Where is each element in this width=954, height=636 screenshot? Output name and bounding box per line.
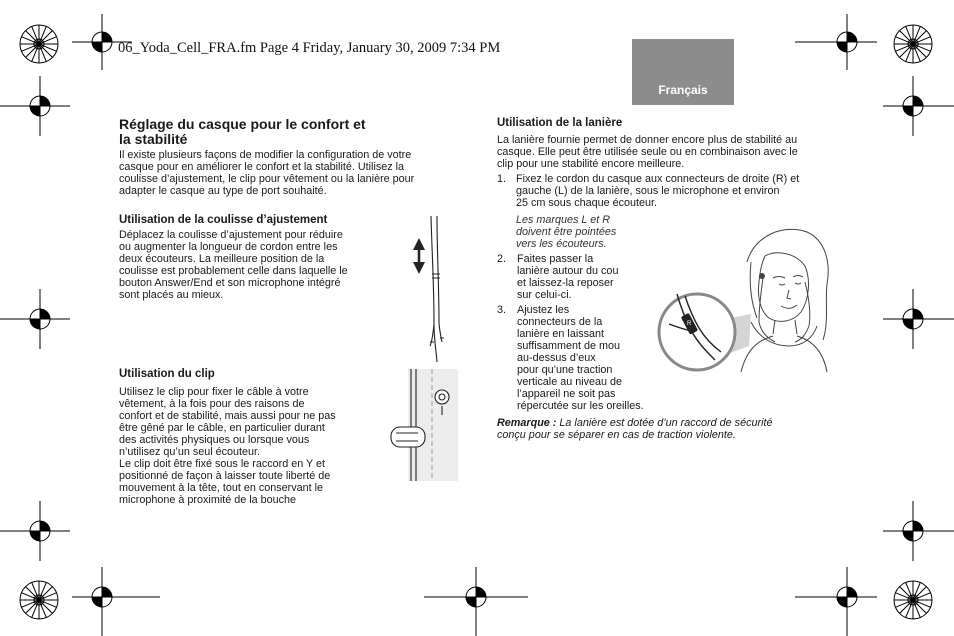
marker-r-label: R bbox=[687, 321, 692, 327]
remark-text-2: conçu pour se séparer en cas de traction violente. bbox=[497, 429, 736, 441]
clip-illustration bbox=[388, 369, 458, 481]
section-title: Réglage du casque pour le confort et la stabilité bbox=[119, 116, 366, 147]
lanyard-heading: Utilisation de la lanière bbox=[497, 117, 623, 129]
sunburst-mark-br bbox=[894, 581, 932, 619]
lanyard-intro: La lanière fournie permet de donner encore plus de stabilité au casque. Elle peut être utilisée seule ou en combinaison avec le clip pour une stabilité encore meilleure. bbox=[497, 134, 798, 170]
crosshair-bottom-left bbox=[72, 567, 160, 636]
safety-remark bbox=[497, 417, 772, 441]
file-header-line: 06_Yoda_Cell_FRA.fm Page 4 Friday, January 30, 2009 7:34 PM bbox=[118, 40, 501, 56]
crosshair-top-right bbox=[795, 14, 877, 70]
intro-paragraph: Il existe plusieurs façons de modifier la configuration de votre casque pour en améliorer le confort et la stabilité. Utilisez la coulisse d’ajustement, le clip pour vêtement ou la lanière pour adapter le casque au type de port souhaité. bbox=[119, 149, 415, 197]
remark-label: Remarque : bbox=[497, 417, 557, 429]
step-2: 2. Faites passer la lanière autour du cou et laissez-la reposer sur celui-ci. bbox=[497, 253, 619, 301]
slider-paragraph: Déplacez la coulisse d’ajustement pour réduire ou augmenter la longueur de cordon entre les deux écouteurs. La meilleure position de la coulisse est probablement celle dans laquelle le bouton Answer/End et son microphone intégré sont placés au mieux. bbox=[119, 229, 348, 301]
slider-illustration bbox=[404, 214, 454, 364]
sunburst-mark-bl bbox=[20, 581, 58, 619]
clip-paragraph: Utilisez le clip pour fixer le câble à votre vêtement, à la fois pour des raisons de confort et de stabilité, mais aussi pour ne pas être gêné par le câble, en particulier durant des activités physiques ou lorsque vous n’utilisez qu’un seul écouteur. Le clip doit être fixé sous le raccord en Y et positionné de façon à laisser toute liberté de mouvement à la tête, tout en conservant le microphone à proximité de la bouche bbox=[119, 386, 336, 506]
step-number: 2. bbox=[497, 253, 507, 265]
language-tab bbox=[632, 39, 734, 105]
step-1: 1. Fixez le cordon du casque aux connecteurs de droite (R) et gauche (L) de la lanière, sous le microphone et environ 25 cm sous chaque écouteur. bbox=[497, 173, 800, 209]
language-tab-label: Français bbox=[658, 83, 708, 97]
step-number: 3. bbox=[497, 304, 507, 316]
slider-heading: Utilisation de la coulisse d’ajustement bbox=[119, 214, 328, 226]
step-number: 1. bbox=[497, 173, 507, 185]
remark-text-1: La lanière est dotée d’un raccord de sécurité bbox=[556, 417, 773, 429]
sunburst-mark-tl bbox=[20, 25, 58, 63]
step-3: 3. Ajustez les connecteurs de la lanière en laissant suffisamment de mou au-dessus d’eux pour qu’une traction verticale au niveau de l’appareil ne soit pas répercutée sur les oreilles. bbox=[497, 304, 644, 412]
sunburst-mark-tr bbox=[894, 25, 932, 63]
lanyard-illustration bbox=[655, 222, 831, 372]
clip-heading: Utilisation du clip bbox=[119, 368, 215, 380]
crosshair-bottom-right bbox=[795, 567, 877, 636]
lr-marks-note: Les marques L et R doivent être pointées vers les écouteurs. bbox=[516, 214, 617, 250]
